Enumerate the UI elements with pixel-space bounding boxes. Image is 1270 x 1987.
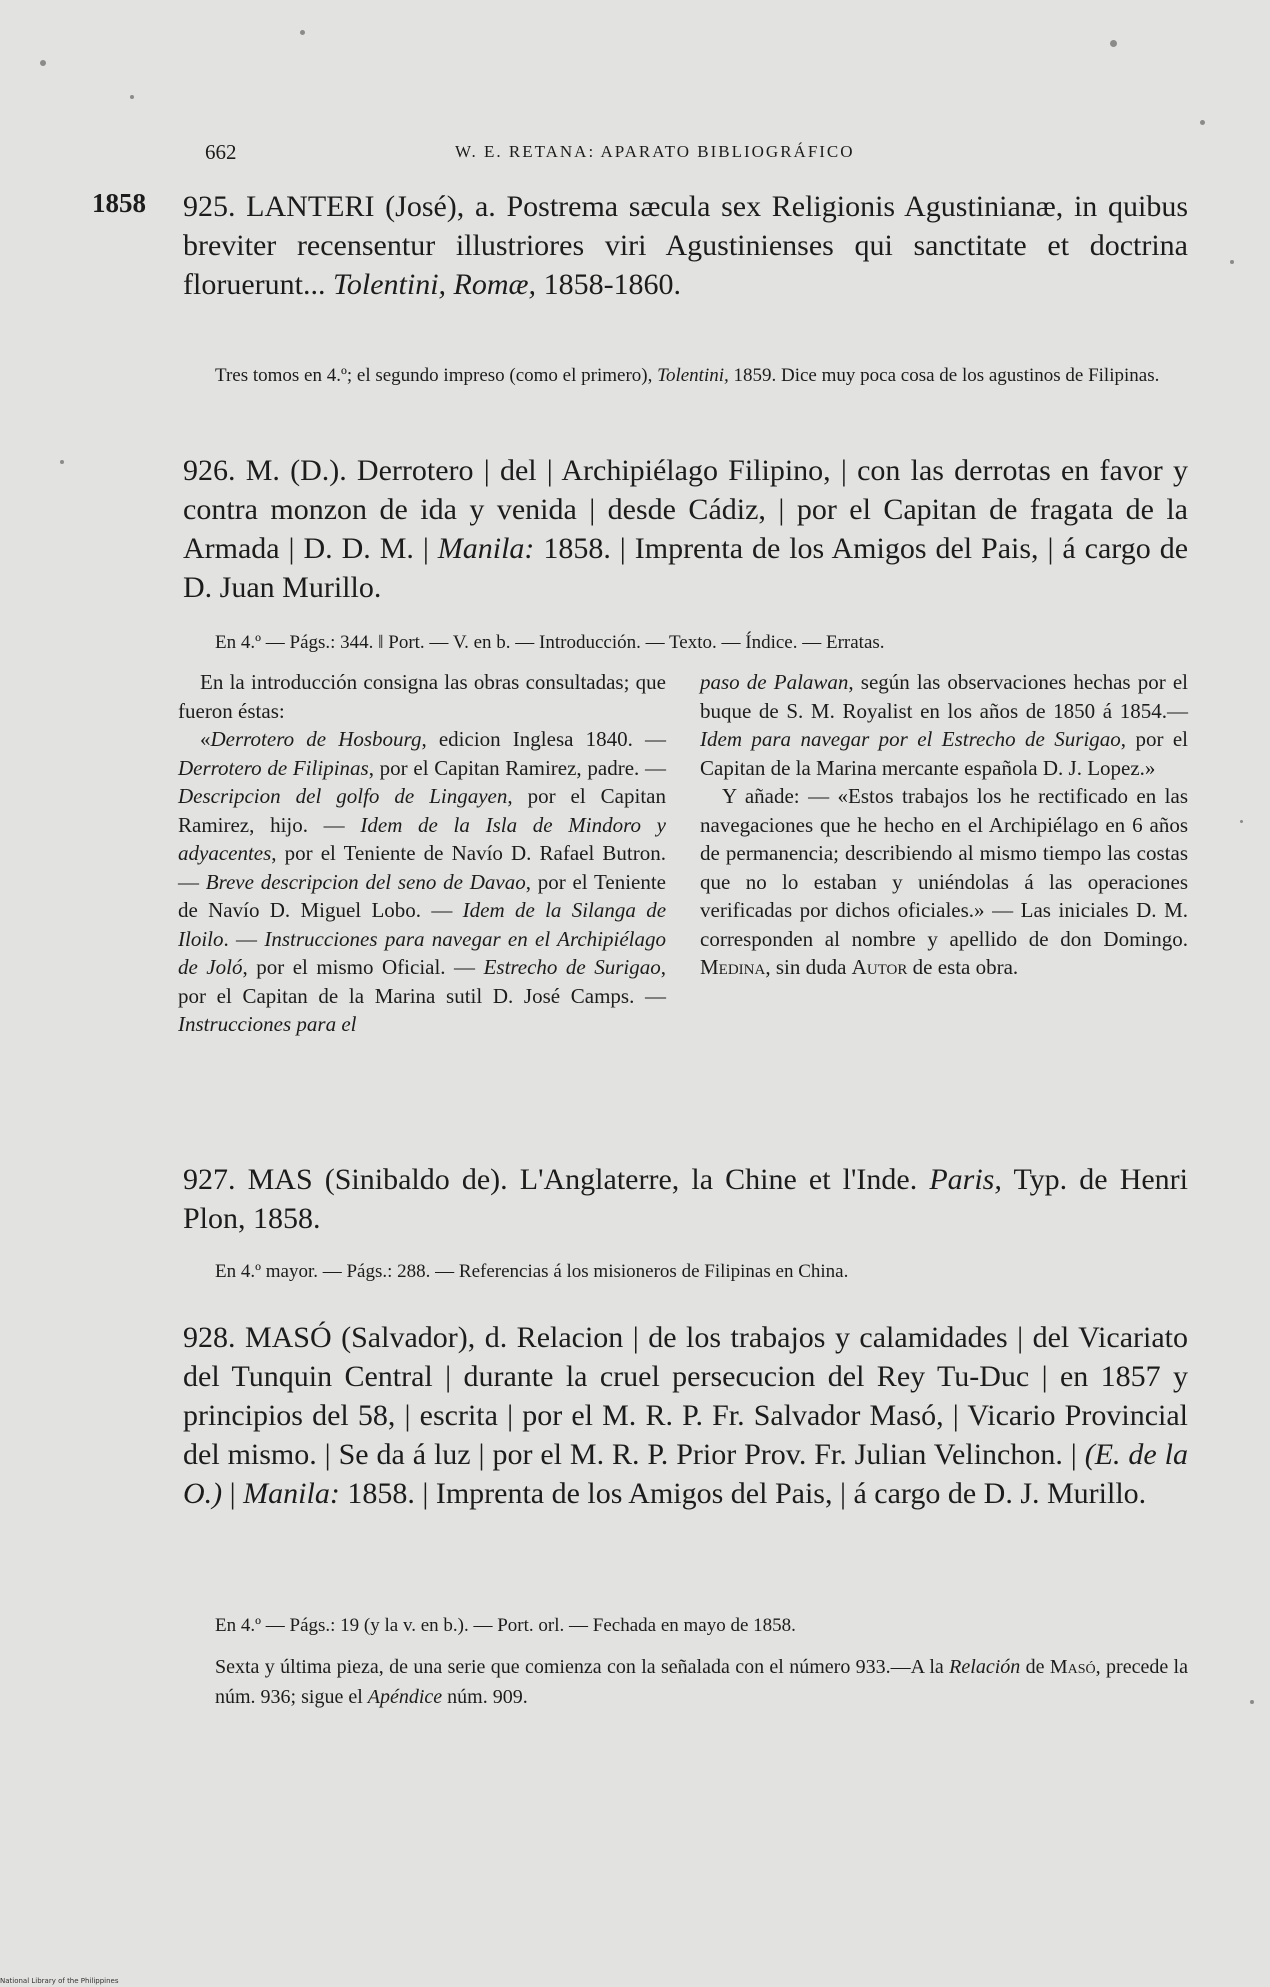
page-header [205, 140, 1205, 170]
margin-year: 1858 [92, 188, 146, 218]
scan-speck [40, 60, 46, 66]
scan-speck [1110, 40, 1117, 47]
running-title: W. E. RETANA: APARATO BIBLIOGRÁFICO [455, 142, 855, 161]
entry-927-note: En 4.º mayor. — Págs.: 288. — Referencias á los misioneros de Filipinas en China. [215, 1261, 849, 1282]
entry-925: 925. LANTERI (José), a. Postrema sæcula sex Religionis Agustinianæ, in quibus breviter recensentur illustriores viri Agustinienses qui sanctitate et doctrina floruerunt... Tolentini, Romæ, 1858-1860. [183, 190, 1188, 301]
entry-928: 928. MASÓ (Salvador), d. Relacion | de los trabajos y calamidades | del Vicariato del Tunquin Central | durante la cruel persecucion del Rey Tu-Duc | en 1857 y principios del 58, | escrita | por el M. R. P. Fr. Salvador Masó, | Vicario Provincial del mismo. | Se da á luz | por el M. R. P. Prior Prov. Fr. Julian Velinchon. | (E. de la O.) | Manila: 1858. | Imprenta de los Amigos del Pais, | á cargo de D. J. Murillo. [183, 1321, 1188, 1510]
scan-speck [1230, 260, 1234, 264]
entry-926-right-column: paso de Palawan, según las observaciones hechas por el buque de S. M. Royalist en los años de 1850 á 1854.—Idem para navegar por el Estrecho de Surigao, por el Capitan de la Marina mercante española D. J. Lopez.» Y añade: — «Estos trabajos los he rectificado en las navegaciones que he hecho en el Archipiélago en 6 años de permanencia; describiendo al mismo tiempo las costas que no lo estaban y uniéndolas á las operaciones verificadas por dichos oficiales.» — Las iniciales D. M. corresponden al nombre y apellido de don Domingo. Medina, sin duda Autor de esta obra. [700, 670, 1188, 979]
entry-925-note: Tres tomos en 4.º; el segundo impreso (como el primero), Tolentini, 1859. Dice muy poca cosa de los agustinos de Filipinas. [215, 365, 1160, 386]
page-number: 662 [205, 140, 237, 164]
scan-speck [1240, 820, 1243, 823]
scan-speck [130, 95, 134, 99]
entry-928-remark: Sexta y última pieza, de una serie que comienza con la señalada con el número 933.—A la Relación de Masó, precede la núm. 936; sigue el Apéndice núm. 909. [215, 1656, 1188, 1708]
scan-speck [60, 460, 64, 464]
entry-928-note: En 4.º — Págs.: 19 (y la v. en b.). — Port. orl. — Fechada en mayo de 1858. [215, 1615, 796, 1636]
entry-926-note: En 4.º — Págs.: 344. ‖ Port. — V. en b. — Introducción. — Texto. — Índice. — Erratas. [215, 632, 885, 653]
scan-speck [300, 30, 305, 35]
entry-926: 926. M. (D.). Derrotero | del | Archipiélago Filipino, | con las derrotas en favor y contra monzon de ida y venida | desde Cádiz, | por el Capitan de fragata de la Armada | D. D. M. | Manila: 1858. | Imprenta de los Amigos del Pais, | á cargo de D. Juan Murillo. [183, 454, 1189, 604]
entry-927: 927. MAS (Sinibaldo de). L'Anglaterre, la Chine et l'Inde. Paris, Typ. de Henri Plon, 1858. [183, 1163, 1189, 1235]
scan-speck [1200, 120, 1205, 125]
scan-footer: National Library of the Philippines [0, 1977, 119, 1985]
scan-speck [1250, 1700, 1254, 1704]
entry-926-left-column: En la introducción consigna las obras consultadas; que fueron éstas: «Derrotero de Hosbourg, edicion Inglesa 1840. — Derrotero de Filipinas, por el Capitan Ramirez, padre. — Descripcion del golfo de Lingayen, por el Capitan Ramirez, hijo. — Idem de la Isla de Mindoro y adyacentes, por el Teniente de Navío D. Rafael Butron. — Breve descripcion del seno de Davao, por el Teniente de Navío D. Miguel Lobo. — Idem de la Silanga de Iloilo. — Instrucciones para navegar en el Archipiélago de Joló, por el mismo Oficial. — Estrecho de Surigao, por el Capitan de la Marina sutil D. José Camps. — Instrucciones para el [178, 670, 667, 1036]
